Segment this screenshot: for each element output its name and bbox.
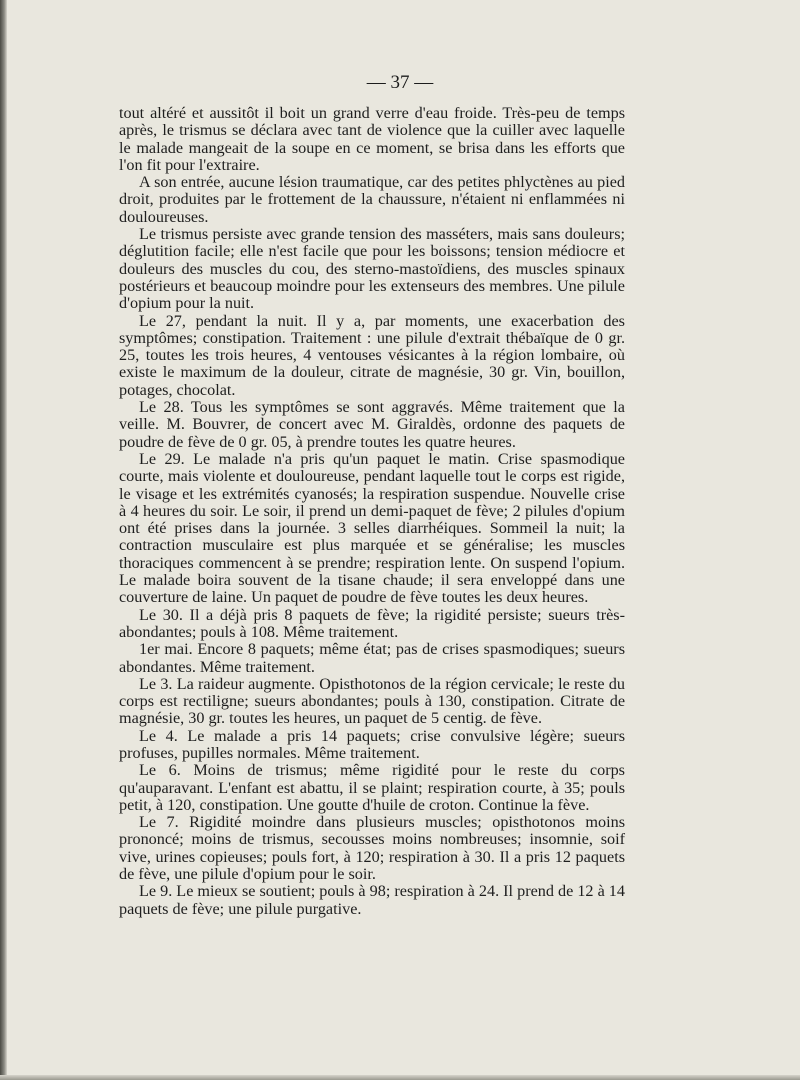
paragraph: Le 9. Le mieux se soutient; pouls à 98; respiration à 24. Il prend de 12 à 14 paquets de fève; une pilule purgative. <box>119 882 625 918</box>
paragraph: Le trismus persiste avec grande tension des masséters, mais sans douleurs; déglutition facile; elle n'est facile que pour les boissons; tension médiocre et douleurs des muscles du cou, des sterno-mastoïdiens, des muscles spinaux postérieurs et beaucoup moindre pour les extenseurs des membres. Une pilule d'opium pour la nuit. <box>119 225 625 313</box>
paragraph: Le 3. La raideur augmente. Opisthotonos de la région cervicale; le reste du corps est rectiligne; sueurs abondantes; pouls à 130, constipation. Citrate de magnésie, 30 gr. toutes les heures, un paquet de 5 centig. de fève. <box>119 674 625 728</box>
paragraph: Le 29. Le malade n'a pris qu'un paquet le matin. Crise spasmodique courte, mais violente et douloureuse, pendant laquelle tout le corps est rigide, le visage et les extrémités cyanosés; la respiration suspendue. Nouvelle crise à 4 heures du soir. Le soir, il prend un demi-paquet de fève; 2 pilules d'opium ont été prises dans la journée. 3 selles diarrhéiques. Sommeil la nuit; la contraction musculaire est plus marquée et se généralise; les muscles thoraciques commencent à se prendre; respiration lente. On suspend l'opium. Le malade boira souvent de la tisane chaude; il sera enveloppé dans une couverture de laine. Un paquet de poudre de fève toutes les deux heures. <box>119 449 625 607</box>
paragraph: Le 27, pendant la nuit. Il y a, par moments, une exacerbation des symptômes; constipation. Traitement : une pilule d'extrait thébaïque de 0 gr. 25, toutes les trois heures, 4 ventouses vésicantes à la région lombaire, où existe le maximum de la douleur, citrate de magnésie, 30 gr. Vin, bouillon, potages, chocolat. <box>119 311 625 399</box>
page-number: — 37 — <box>366 72 434 93</box>
paragraph: 1er mai. Encore 8 paquets; même état; pas de crises spasmodiques; sueurs abondantes. Même traitement. <box>119 640 625 676</box>
paragraph: Le 6. Moins de trismus; même rigidité pour le reste du corps qu'auparavant. L'enfant est abattu, il se plaint; respiration courte, à 35; pouls petit, à 120, constipation. Une goutte d'huile de croton. Continue la fève. <box>119 761 625 814</box>
page-binding-edge <box>0 0 7 1080</box>
paragraph: tout altéré et aussitôt il boit un grand verre d'eau froide. Très-peu de temps après, le trismus se déclara avec tant de violence que la cuiller avec laquelle le malade mangeait de la soupe en ce moment, se brisa dans les efforts que l'on fit pour l'extraire. <box>119 104 625 174</box>
page-bottom-edge <box>0 1075 800 1080</box>
paragraph: Le 4. Le malade a pris 14 paquets; crise convulsive légère; sueurs profuses, pupilles normales. Même traitement. <box>119 726 625 762</box>
paragraph: Le 7. Rigidité moindre dans plusieurs muscles; opisthotonos moins prononcé; moins de trismus, secousses moins nombreuses; insomnie, soif vive, urines copieuses; pouls fort, à 120; respiration à 30. Il a pris 12 paquets de fève, une pilule d'opium pour le soir. <box>119 813 625 884</box>
body-text <box>119 105 625 918</box>
paragraph: Le 28. Tous les symptômes se sont aggravés. Même traitement que la veille. M. Bouvrer, de concert avec M. Giraldès, ordonne des paquets de poudre de fève de 0 gr. 05, à prendre toutes les quatre heures. <box>119 398 625 451</box>
paragraph: A son entrée, aucune lésion traumatique, car des petites phlyctènes au pied droit, produites par le frottement de la chaussure, n'étaient ni enflammées ni douloureuses. <box>119 173 625 226</box>
paragraph: Le 30. Il a déjà pris 8 paquets de fève; la rigidité persiste; sueurs très-abondantes; pouls à 108. Même traitement. <box>119 605 625 641</box>
